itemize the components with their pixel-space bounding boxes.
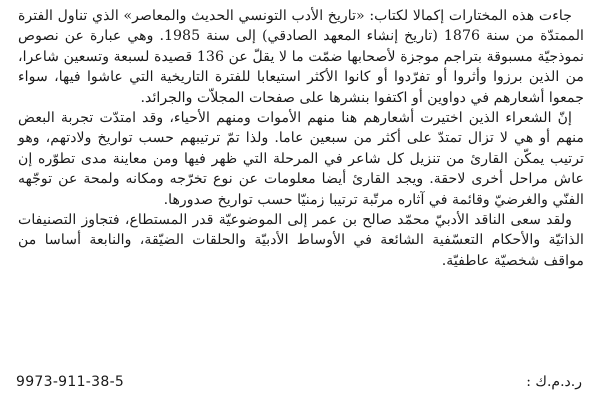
blurb-text bbox=[18, 6, 584, 271]
paragraph-1: جاءت هذه المختارات إكمالا لكتاب: «تاريخ الأدب التونسي الحديث والمعاصر» الذي تناول الفترة الممتدّة من سنة 1876 (تاريخ إنشاء المعهد الصادقي) إلى سنة 1985. وهي عبارة عن نصوص نموذجيّة مسبوقة بتراجم موجزة لأصحابها ضمّت ما لا يقلّ عن 136 قصيدة لسبعة وتسعين شاعرا، من الذين برزوا وأثروا أو تفرّدوا أو كانوا الأكثر استيعابا للفترة التاريخية التي عاشوا فيها، سواء جمعوا أشعارهم في دواوين أو اكتفوا بنشرها على صفحات المجلاّت والجرائد. bbox=[18, 8, 584, 106]
isbn-number: 9973-911-38-5 bbox=[16, 374, 125, 390]
paragraph-3: ولقد سعى الناقد الأدبيّ محمّد صالح بن عمر إلى الموضوعيّة قدر المستطاع، فتجاوز التصنيفات الذاتيّة والأحكام التعسّفية الشائعة في الأوساط الأدبيّة والحلقات الضيّقة، والنابعة أساسا من مواقف شخصيّة عاطفيّة. bbox=[18, 212, 584, 269]
isbn-line bbox=[16, 374, 582, 390]
isbn-label: ر.د.م.ك : bbox=[526, 374, 582, 390]
paragraph-2: إنّ الشعراء الذين اختيرت أشعارهم هنا منهم الأموات ومنهم الأحياء، وقد امتدّت تجربة البعض منهم أو هي لا تزال تمتدّ على أكثر من سبعين عاما. ولذا تمّ ترتيبهم حسب تواريخ ولادتهم، وهو ترتيب يمكّن القارئ من تنزيل كل شاعر في المرحلة التي ظهر فيها ومن معاينة مدى تطوّره إن عاش مراحل أخرى لاحقة. ويجد القارئ أيضا معلومات عن نوع تخرّجه ومكانه ولمحة عن توجّهه الفنّي والغرضيّ وقائمة في آثاره مرتّبة ترتيبا زمنيّا حسب تواريخ صدورها. bbox=[18, 110, 584, 208]
